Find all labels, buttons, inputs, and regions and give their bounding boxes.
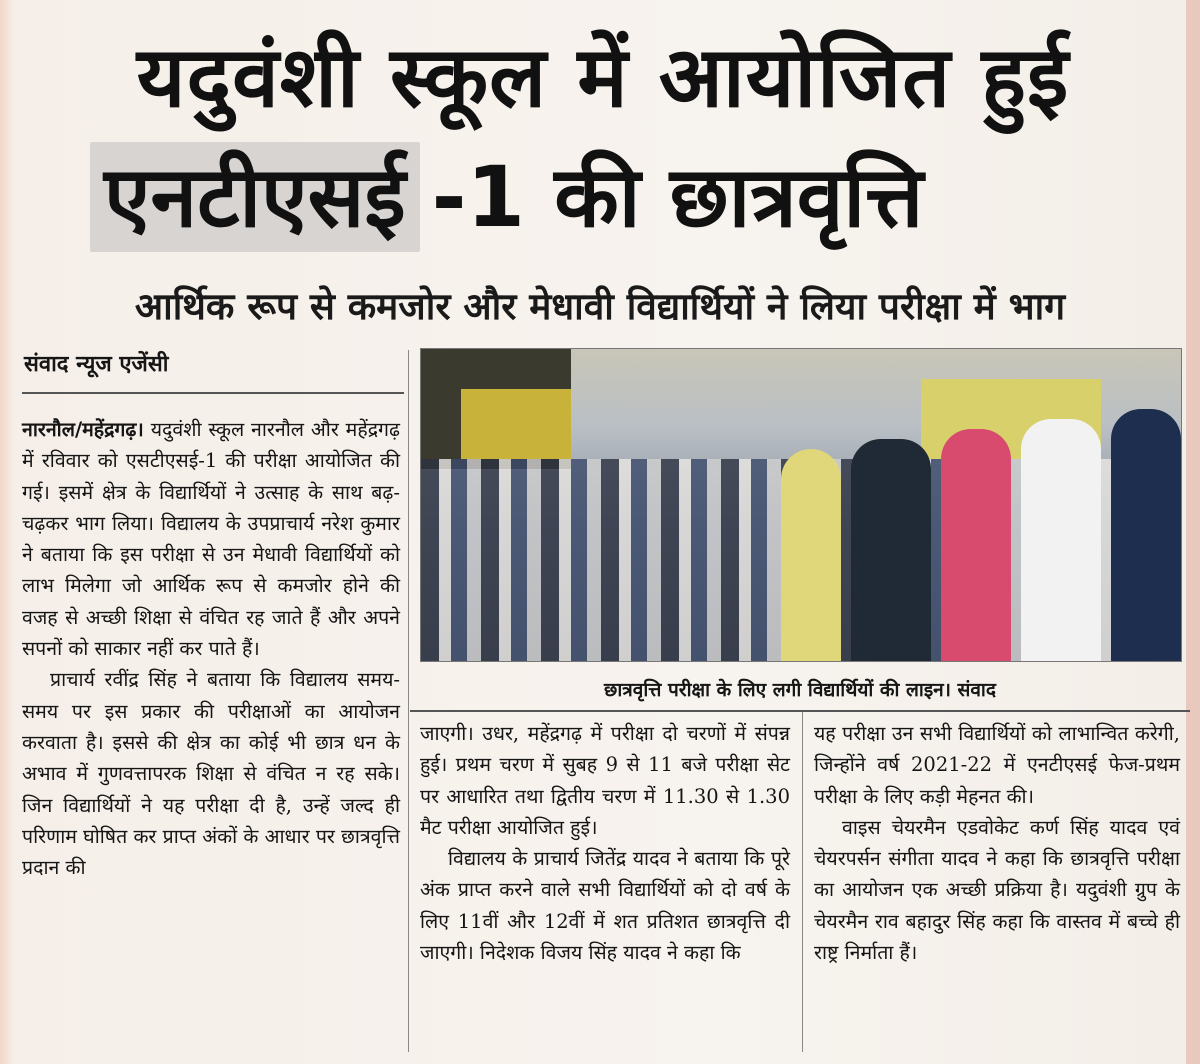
- photo-bus-window: [461, 389, 571, 459]
- article-column-2: [420, 718, 790, 968]
- article-paragraph: जाएगी। उधर, महेंद्रगढ़ में परीक्षा दो चरणों में संपन्न हुई। प्रथम चरण में सुबह 9 से 11 बजे परीक्षा सेट पर आधारित तथा द्वितीय चरण में 11.30 से 1.30 मैट परीक्षा आयोजित हुई।: [420, 722, 790, 839]
- caption-divider: [410, 710, 1190, 712]
- article-paragraph: [22, 414, 400, 664]
- article-paragraph: प्राचार्य रवींद्र सिंह ने बताया कि विद्यालय समय-समय पर इस प्रकार की परीक्षाओं का आयोजन करवाता है। इससे की क्षेत्र का कोई भी छात्र धन के अभाव में गुणवत्तापरक शिक्षा से वंचित न रह सके। जिन विद्यार्थियों ने यह परीक्षा दी है, उन्हें जल्द ही परिणाम घोषित कर प्राप्त अंकों के आधार पर छात्रवृत्ति प्रदान की: [22, 668, 400, 880]
- photo-student: [781, 449, 841, 661]
- article-column-3: [814, 718, 1180, 968]
- photo-student: [851, 439, 931, 661]
- news-photo-students-queue: [420, 348, 1182, 662]
- photo-student: [941, 429, 1011, 661]
- photo-student: [1111, 409, 1181, 661]
- byline-divider: [22, 392, 404, 394]
- subheadline: आर्थिक रूप से कमजोर और मेधावी विद्यार्थियों ने लिया परीक्षा में भाग: [134, 285, 1066, 328]
- headline-line-1: यदुवंशी स्कूल में आयोजित हुई: [136, 28, 1070, 126]
- article-column-1: [22, 414, 400, 883]
- article-paragraph: वाइस चेयरमैन एडवोकेट कर्ण सिंह यादव एवं चेयरपर्सन संगीता यादव ने कहा कि छात्रवृत्ति परीक्षा का आयोजन एक अच्छी प्रक्रिया है। यदुवंशी ग्रुप के चेयरमैन राव बहादुर सिंह कहा कि वास्तव में बच्चे ही राष्ट्र निर्माता हैं।: [814, 815, 1180, 965]
- headline-line-2: [90, 142, 923, 252]
- article-paragraph: यह परीक्षा उन सभी विद्यार्थियों को लाभान्वित करेगी, जिन्होंने वर्ष 2021-22 में एनटीएसई फेज-प्रथम परीक्षा के लिए कड़ी मेहनत की।: [814, 722, 1180, 808]
- paper-edge: [1186, 0, 1200, 1064]
- column-divider-2: [802, 712, 803, 1052]
- photo-caption: छात्रवृत्ति परीक्षा के लिए लगी विद्यार्थियों की लाइन। संवाद: [604, 679, 996, 701]
- dateline: नारनौल/महेंद्रगढ़।: [22, 418, 144, 441]
- article-paragraph: विद्यालय के प्राचार्य जितेंद्र यादव ने बताया कि पूरे अंक प्राप्त करने वाले सभी विद्यार्थियों को दो वर्ष के लिए 11वीं और 12वीं में शत प्रतिशत छात्रवृत्ति दी जाएगी। निदेशक विजय सिंह यादव ने कहा कि: [420, 847, 790, 965]
- paragraph-text: यदुवंशी स्कूल नारनौल और महेंद्रगढ़ में रविवार को एसटीएसई-1 की परीक्षा आयोजित की गई। इसमें क्षेत्र के विद्यार्थियों ने उत्साह के साथ बढ़-चढ़कर भाग लिया। विद्यालय के उपप्राचार्य नरेश कुमार ने बताया कि इस परीक्षा से उन मेधावी विद्यार्थियों को लाभ मिलेगा जो आर्थिक रूप से कमजोर होने की वजह से अच्छी शिक्षा से वंचित रह जाते हैं और अपने सपनों को साकार नहीं कर पाते हैं।: [22, 418, 400, 661]
- column-divider-1: [408, 350, 409, 1052]
- byline: संवाद न्यूज एजेंसी: [24, 352, 169, 377]
- photo-student: [1021, 419, 1101, 661]
- headline-line-2-rest: -1 की छात्रवृत्ति: [431, 148, 924, 246]
- headline-highlighted-word: एनटीएसई: [90, 142, 420, 252]
